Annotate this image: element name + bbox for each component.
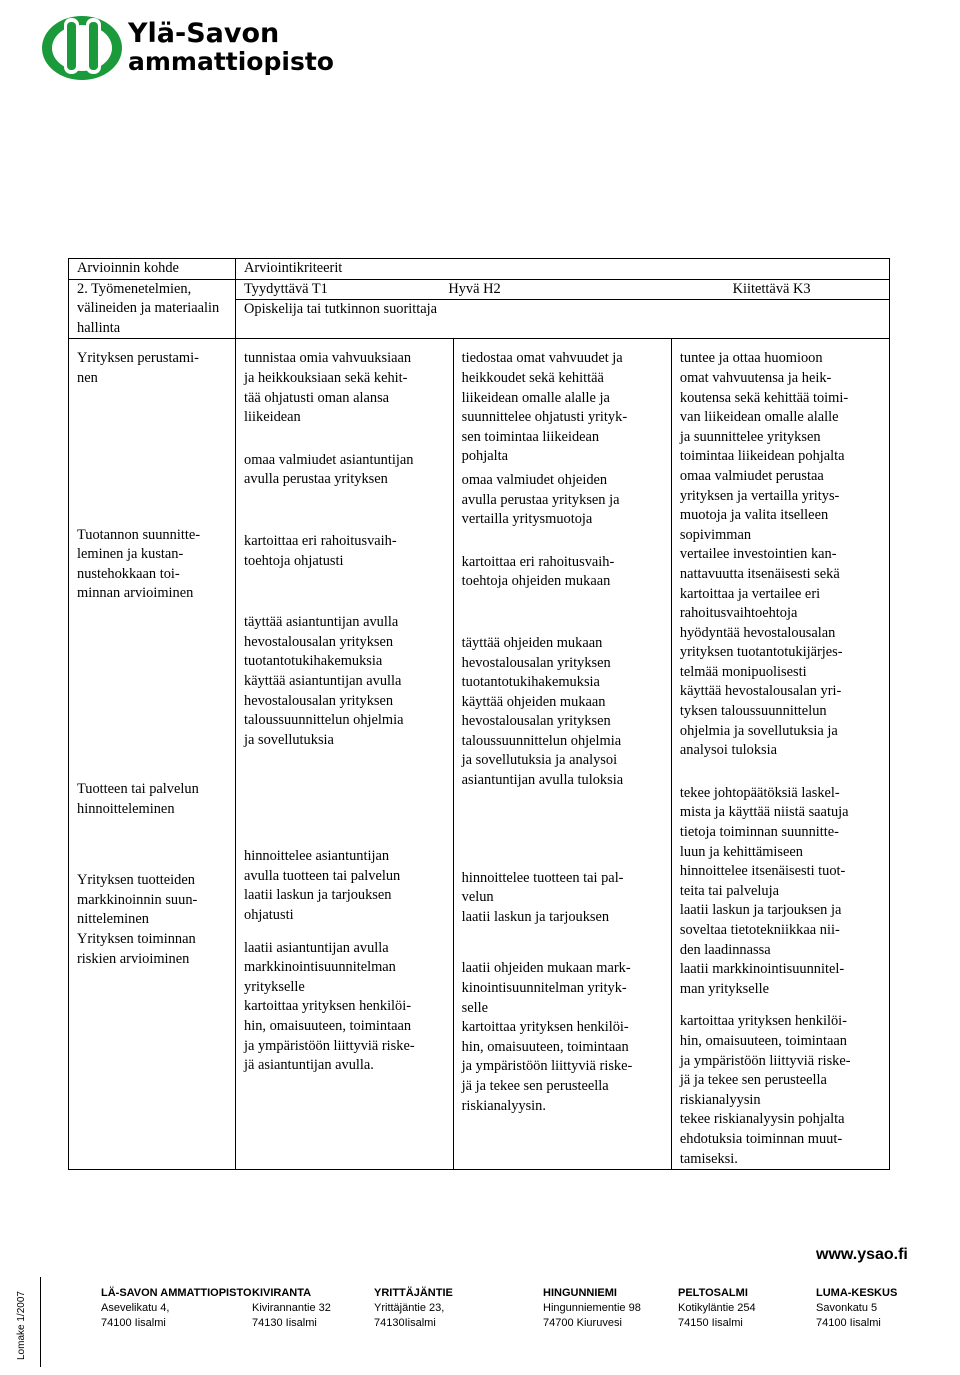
col-h2 (453, 339, 671, 1170)
footer-location-postal: 74150 Iisalmi (678, 1317, 743, 1329)
h2-item: käyttää ohjeiden mukaan hevostalousalan yrityksen taloussuunnittelun ohjelmia ja sovellutuksia ja analysoi asiantuntijan avulla tuloksia (461, 693, 624, 789)
logo-text (128, 20, 334, 76)
k3-item: kartoittaa yrityksen henkilöi- hin, omaisuuteen, toimintaan ja ympäristöön liittyviä riske- jä ja tekee sen perusteella riskianalyysin (679, 1013, 851, 1108)
t1-item: laatii asiantuntijan avulla markkinointisuunnitelman yritykselle (244, 939, 396, 995)
h2-item: kartoittaa yrityksen henkilöi- hin, omaisuuteen, toimintaan ja ympäristöön liittyviä riske- jä ja tekee sen perusteella riskianalyysin. (461, 1019, 633, 1114)
footer-location-street: Savonkatu 5 (816, 1302, 878, 1314)
website-link[interactable]: www.ysao.fi (816, 1246, 908, 1263)
footer-location (252, 1286, 331, 1331)
h2-item: täyttää ohjeiden mukaan hevostalousalan yrityksen tuotantotukihakemuksia (461, 634, 611, 691)
footer-location (374, 1286, 453, 1331)
header-kohde: Arvioinnin kohde (69, 259, 236, 280)
ysao-logo-icon (40, 12, 130, 84)
t1-item: kartoittaa eri rahoitusvaih- toehtoja ohjatusti (244, 532, 397, 569)
t1-item: kartoittaa yrityksen henkilöi- hin, omaisuuteen, toimintaan ja ympäristöön liittyviä riske- jä asiantuntijan avulla. (244, 998, 415, 1074)
footer-location-name: KIVIRANTA (252, 1287, 312, 1299)
footer-location-postal: 74100 Iisalmi (816, 1317, 881, 1329)
header-kriteerit: Arviointikriteerit (236, 259, 890, 280)
kohde-item: Yrityksen perustami- nen (77, 350, 199, 386)
header-row-1 (69, 259, 890, 280)
k3-item: omaa valmiudet perustaa yrityksen ja vertailla yritys- muotoja ja valita itselleen sopivimman (679, 467, 840, 543)
h2-item: kartoittaa eri rahoitusvaih- toehtoja ohjeiden mukaan (461, 553, 615, 590)
footer-location-name: LÄ-SAVON AMMATTIOPISTO (101, 1287, 252, 1299)
footer-location-postal: 74100 Iisalmi (101, 1317, 166, 1329)
header-row2-col1 (69, 279, 236, 339)
t1-item: tunnistaa omia vahvuuksiaan ja heikkouksiaan sekä kehit- tää ohjatusti oman alansa liikeidean (244, 350, 412, 426)
content-row (69, 339, 890, 1170)
footer-location (101, 1286, 252, 1331)
logo-line2: ammattiopisto (128, 47, 334, 76)
header-subject-text: Opiskelija tai tutkinnon suorittaja (244, 301, 438, 318)
footer-location-street: Asevelikatu 4, (101, 1302, 170, 1314)
footer-location-postal: 74130Iisalmi (374, 1317, 436, 1329)
k3-item: laatii markkinointisuunnitel- man yritykselle (679, 961, 845, 997)
footer-location-street: Hingunniementie 98 (543, 1302, 641, 1314)
h2-item: laatii ohjeiden mukaan mark- kinointisuunnitelman yrityk- selle (461, 960, 631, 1016)
k3-item: tuntee ja ottaa huomioon omat vahvuutensa ja heik- koutensa sekä kehittää toimi- van liikeidean omalle alalle ja suunnittelee yrityksen toimintaa liikeidean pohjalta (679, 350, 849, 465)
grade-k3: Kiitettävä K3 (732, 280, 811, 297)
footer-location-street: Yrittäjäntie 23, (374, 1302, 445, 1314)
footer-location-name: LUMA-KESKUS (816, 1287, 898, 1299)
k3-item: hyödyntää hevostalousalan yrityksen tuotantotukijärjes- telmää monipuolisesti (679, 624, 843, 680)
footer-location-postal: 74130 Iisalmi (252, 1317, 317, 1329)
k3-item: vertailee investointien kan- nattavuutta itsenäisesti sekä kartoittaa ja vertailee eri rahoitusvaihtoehtoja (679, 546, 840, 622)
grade-t1: Tyydyttävä T1 (244, 280, 328, 297)
criteria-table (68, 258, 890, 1170)
grade-header-cell (236, 279, 890, 300)
footer-divider (40, 1277, 41, 1367)
header-row2-col1-text: 2. Työmenetelmien, välineiden ja materiaalin hallinta (77, 280, 220, 336)
k3-item: hinnoittelee itsenäisesti tuot- teita tai palveluja (679, 863, 846, 899)
col-t1 (236, 339, 454, 1170)
footer-location (816, 1286, 897, 1331)
k3-item: laatii laskun ja tarjouksen ja soveltaa tietotekniikkaa nii- den laadinnassa (679, 902, 842, 958)
col-kohde (69, 339, 236, 1170)
footer-location-postal: 74700 Kiuruvesi (543, 1317, 622, 1329)
k3-item: tekee johtopäätöksiä laskel- mista ja käyttää niistä saatuja tietoja toiminnan suunnitte- luun ja kehittämiseen (679, 784, 849, 860)
k3-item: käyttää hevostalousalan yri- tyksen taloussuunnittelun ohjelmia ja sovellutuksia ja analysoi tuloksia (679, 683, 842, 759)
t1-item: laatii laskun ja tarjouksen ohjatusti (244, 887, 392, 924)
t1-item: käyttää asiantuntijan avulla hevostalousalan yrityksen taloussuunnittelun ohjelmia ja sovellutuksia (244, 672, 404, 748)
logo-line1: Ylä-Savon (128, 18, 280, 49)
footer-location (543, 1286, 641, 1331)
footer-location (678, 1286, 756, 1331)
footer-location-street: Kotikyläntie 254 (678, 1302, 756, 1314)
grade-h2: Hyvä H2 (448, 280, 501, 297)
k3-item: tekee riskianalyysin pohjalta ehdotuksia toiminnan muut- tamiseksi. (679, 1111, 845, 1167)
h2-item: laatii laskun ja tarjouksen (461, 908, 610, 925)
col-k3 (671, 339, 889, 1170)
t1-item: omaa valmiudet asiantuntijan avulla perustaa yrityksen (244, 451, 414, 488)
h2-item: tiedostaa omat vahvuudet ja heikkoudet sekä kehittää liikeidean omalle alalle ja suunnittelee ohjatusti yrityk- sen toimintaa liikeidean pohjalta (461, 350, 628, 465)
footer-location-name: PELTOSALMI (678, 1287, 748, 1299)
kohde-item: Yrityksen tuotteiden markkinoinnin suun- nitteleminen Yrityksen toiminnan riskien arvioiminen (77, 872, 198, 967)
grade-header (236, 280, 889, 300)
form-version: Lomake 1/2007 (16, 1291, 27, 1360)
footer-location-name: YRITTÄJÄNTIE (374, 1287, 453, 1299)
h2-item: hinnoittelee tuotteen tai pal- velun (461, 869, 624, 906)
h2-item: omaa valmiudet ohjeiden avulla perustaa yrityksen ja vertailla yritysmuotoja (461, 471, 620, 528)
header-row-2 (69, 279, 890, 300)
t1-item: hinnoittelee asiantuntijan avulla tuotteen tai palvelun (244, 848, 401, 884)
t1-item: täyttää asiantuntijan avulla hevostalousalan yrityksen tuotantotukihakemuksia (244, 614, 399, 670)
footer-location-name: HINGUNNIEMI (543, 1287, 617, 1299)
kohde-item: Tuotannon suunnitte- leminen ja kustan- nustehokkaan toi- minnan arvioiminen (77, 526, 200, 602)
header-subject (236, 300, 890, 339)
logo (40, 12, 334, 82)
footer-location-street: Kivirannantie 32 (252, 1302, 331, 1314)
kohde-item: Tuotteen tai palvelun hinnoitteleminen (77, 780, 199, 817)
